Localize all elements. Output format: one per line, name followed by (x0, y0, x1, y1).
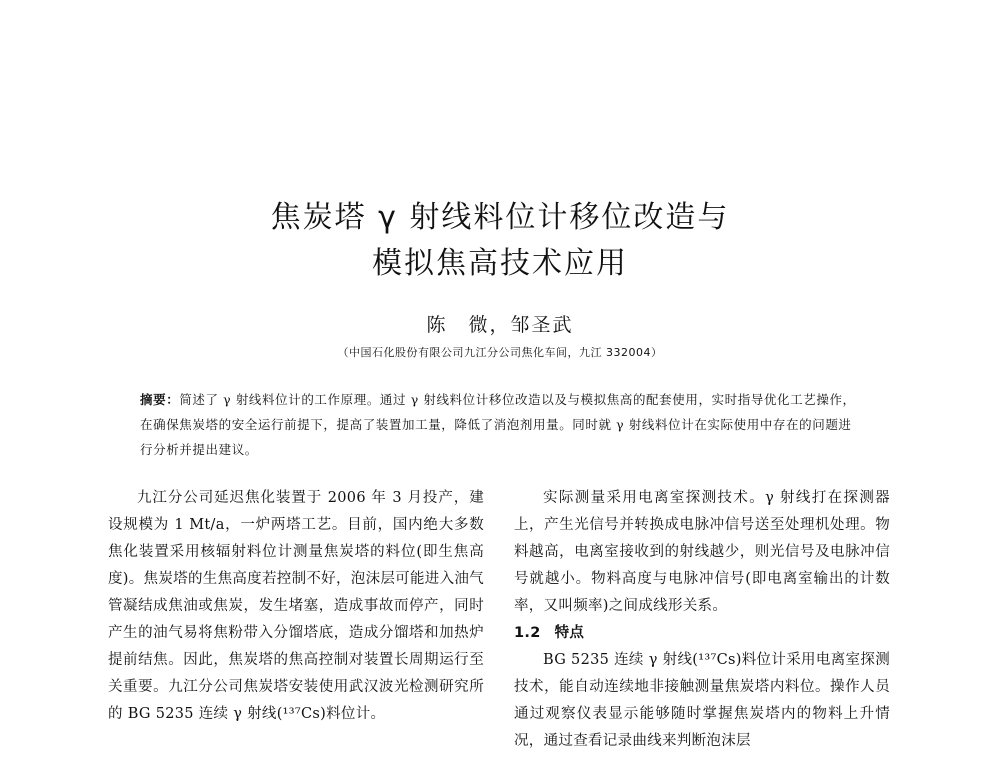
right-paragraph-2: BG 5235 连续 γ 射线(¹³⁷Cs)料位计采用电离室探测技术，能自动连续地非接触测量焦炭塔内料位。操作人员通过观察仪表显示能够随时掌握焦炭塔内的物料上升情况，通过查看记录曲线来判断泡沫层 (514, 652, 890, 749)
paper-title-line-1: 焦炭塔 γ 射线料位计移位改造与 (270, 200, 730, 235)
paper-title-line-2: 模拟焦高技术应用 (372, 246, 628, 281)
affiliation: （中国石化股份有限公司九江分公司焦化车间，九江 332004） (337, 346, 663, 359)
abstract (140, 387, 862, 462)
abstract-text: 简述了 γ 射线料位计的工作原理。通过 γ 射线料位计移位改造以及与模拟焦高的配套使用，实时指导优化工艺操作，在确保焦炭塔的安全运行前提下，提高了装置加工量，降低了消泡剂用量。同时就 γ 射线料位计在实际使用中存在的问题进行分析并提出建议。 (140, 392, 856, 457)
abstract-label: 摘要： (140, 392, 180, 407)
left-column (108, 485, 484, 728)
right-column (514, 485, 890, 755)
section-number: 1.2 (514, 625, 541, 641)
section-heading-1-2 (514, 620, 890, 647)
authors: 陈 微，邹圣武 (426, 314, 574, 336)
right-paragraph-1: 实际测量采用电离室探测技术。γ 射线打在探测器上，产生光信号并转换成电脉冲信号送至处理机处理。物料越高，电离室接收到的射线越少，则光信号及电脉冲信号就越小。物料高度与电脉冲信号(即电离室输出的计数率，又叫频率)之间成线形关系。 (514, 490, 890, 614)
left-paragraph-1: 九江分公司延迟焦化装置于 2006 年 3 月投产，建设规模为 1 Mt/a，一炉两塔工艺。目前，国内绝大多数焦化装置采用核辐射料位计测量焦炭塔的料位(即生焦高度)。焦炭塔的生焦高度若控制不好，泡沫层可能进入油气管凝结成焦油或焦炭，发生堵塞，造成事故而停产，同时产生的油气易将焦粉带入分馏塔底，造成分馏塔和加热炉提前结焦。因此，焦炭塔的焦高控制对装置长周期运行至关重要。九江分公司焦炭塔安装使用武汉波光检测研究所的 BG 5235 连续 γ 射线(¹³⁷Cs)料位计。 (108, 490, 484, 722)
section-title: 特点 (554, 625, 585, 641)
